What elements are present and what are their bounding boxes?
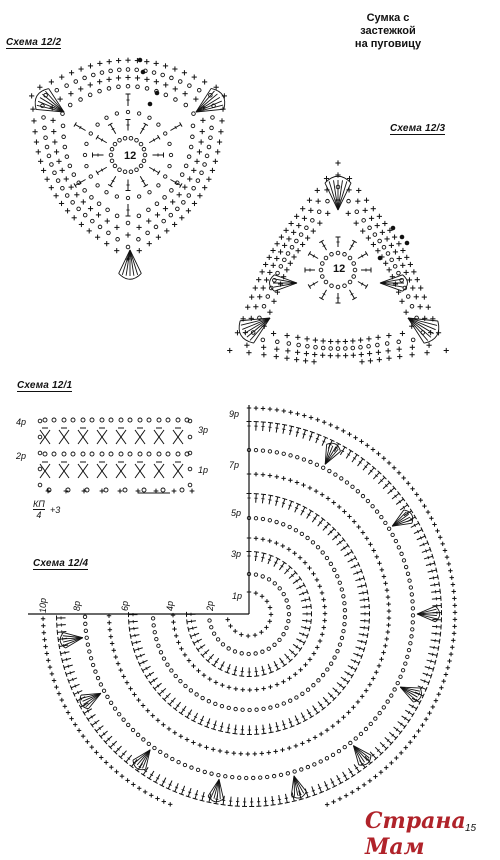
center-12-2: 12 [124, 150, 136, 162]
watermark-logo: Страна Мам [365, 808, 500, 860]
title-line-2: на пуговицу [338, 38, 438, 51]
scheme-12-2-chart [29, 58, 227, 280]
v-row-7p: 7р [229, 460, 239, 470]
h-row-10p: 10р [38, 598, 48, 613]
title-line-1: Сумка с застежкой [338, 12, 438, 38]
page-number: 15 [465, 823, 476, 834]
v-row-1p: 1р [232, 591, 242, 601]
repeat-add: +3 [50, 505, 60, 515]
scheme-12-2-label: Схема 12/2 [6, 37, 61, 49]
scheme-12-4-label: Схема 12/4 [33, 558, 88, 570]
row-label-1p: 1р [198, 465, 208, 475]
scheme-12-1-label: Схема 12/1 [17, 380, 72, 392]
center-12-3: 12 [333, 263, 345, 275]
repeat-num: 4 [33, 510, 45, 520]
scheme-12-4-chart [28, 405, 457, 807]
repeat-kp: КП [33, 499, 45, 510]
v-row-9p: 9р [229, 409, 239, 419]
h-row-2p: 2р [205, 601, 215, 611]
h-row-6p: 6р [120, 601, 130, 611]
scheme-12-3-chart [227, 160, 449, 364]
v-row-3p: 3р [231, 549, 241, 559]
row-label-3p: 3р [198, 425, 208, 435]
row-label-4p: 4р [16, 417, 26, 427]
scheme-12-1-chart [38, 418, 194, 493]
v-row-5p: 5р [231, 508, 241, 518]
h-row-4p: 4р [165, 601, 175, 611]
row-label-2p: 2р [16, 451, 26, 461]
h-row-8p: 8р [72, 601, 82, 611]
scheme-12-3-label: Схема 12/3 [390, 123, 445, 135]
